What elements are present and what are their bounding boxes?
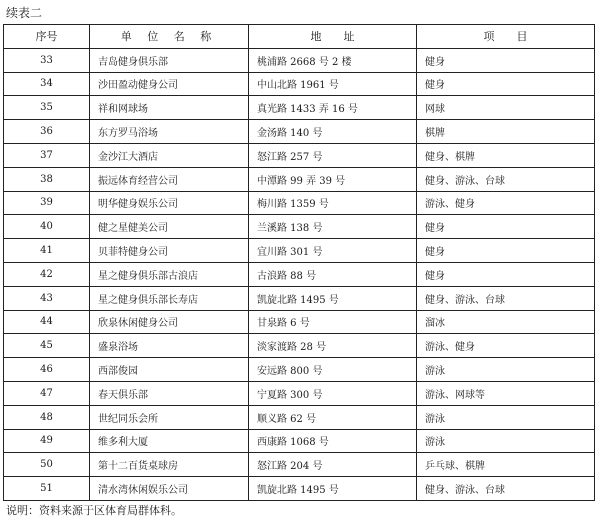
cell-name: 贝菲特健身公司	[90, 239, 249, 263]
table-row	[4, 429, 595, 453]
cell-name: 盛泉浴场	[90, 334, 249, 358]
table-row	[4, 477, 595, 501]
cell-name: 明华健身娱乐公司	[90, 191, 249, 215]
cell-no: 37	[4, 143, 90, 167]
cell-item: 游泳、健身	[417, 191, 595, 215]
cell-address: 怒江路 204 号	[249, 453, 417, 477]
cell-item: 健身、游泳、台球	[417, 167, 595, 191]
table-row	[4, 72, 595, 96]
cell-item: 游泳	[417, 358, 595, 382]
table-header-row	[4, 25, 595, 49]
cell-name: 吉岛健身俱乐部	[90, 48, 249, 72]
cell-no: 40	[4, 215, 90, 239]
cell-no: 49	[4, 429, 90, 453]
cell-address: 中山北路 1961 号	[249, 72, 417, 96]
cell-address: 甘泉路 6 号	[249, 310, 417, 334]
cell-item: 健身	[417, 239, 595, 263]
cell-no: 34	[4, 72, 90, 96]
cell-name: 维多利大厦	[90, 429, 249, 453]
cell-name: 第十二百货桌球房	[90, 453, 249, 477]
table-row	[4, 96, 595, 120]
cell-item: 游泳、网球等	[417, 381, 595, 405]
cell-name: 金沙江大酒店	[90, 143, 249, 167]
cell-no: 41	[4, 239, 90, 263]
cell-address: 怒江路 257 号	[249, 143, 417, 167]
cell-item: 健身	[417, 48, 595, 72]
cell-no: 39	[4, 191, 90, 215]
cell-name: 星之健身俱乐部长寿店	[90, 286, 249, 310]
cell-address: 真光路 1433 弄 16 号	[249, 96, 417, 120]
cell-item: 游泳	[417, 405, 595, 429]
cell-item: 健身、棋牌	[417, 143, 595, 167]
table-row	[4, 310, 595, 334]
cell-name: 星之健身俱乐部古浪店	[90, 262, 249, 286]
cell-item: 健身	[417, 72, 595, 96]
cell-no: 42	[4, 262, 90, 286]
table-row	[4, 120, 595, 144]
cell-address: 安远路 800 号	[249, 358, 417, 382]
header-item: 项 目	[417, 25, 595, 49]
cell-item: 溜冰	[417, 310, 595, 334]
cell-no: 44	[4, 310, 90, 334]
header-address: 地 址	[249, 25, 417, 49]
cell-address: 金汤路 140 号	[249, 120, 417, 144]
cell-address: 古浪路 88 号	[249, 262, 417, 286]
cell-item: 健身、游泳、台球	[417, 477, 595, 501]
cell-address: 凯旋北路 1495 号	[249, 286, 417, 310]
cell-no: 38	[4, 167, 90, 191]
cell-no: 51	[4, 477, 90, 501]
cell-name: 振远体育经营公司	[90, 167, 249, 191]
cell-item: 网球	[417, 96, 595, 120]
cell-item: 健身	[417, 215, 595, 239]
cell-item: 棋牌	[417, 120, 595, 144]
cell-name: 清水湾休闲娱乐公司	[90, 477, 249, 501]
header-name: 单 位 名 称	[90, 25, 249, 49]
table-row	[4, 239, 595, 263]
cell-no: 43	[4, 286, 90, 310]
source-note: 说明：资料来源于区体育局群体科。	[6, 504, 182, 517]
table-row	[4, 48, 595, 72]
cell-address: 兰溪路 138 号	[249, 215, 417, 239]
table-caption: 续表二	[6, 6, 43, 20]
table-row	[4, 358, 595, 382]
header-no: 序号	[4, 25, 90, 49]
table-row	[4, 262, 595, 286]
table-row	[4, 381, 595, 405]
cell-no: 36	[4, 120, 90, 144]
cell-address: 西康路 1068 号	[249, 429, 417, 453]
cell-address: 凯旋北路 1495 号	[249, 477, 417, 501]
cell-name: 春天俱乐部	[90, 381, 249, 405]
venue-table	[3, 24, 595, 501]
table-row	[4, 167, 595, 191]
cell-no: 47	[4, 381, 90, 405]
cell-name: 世纪同乐会所	[90, 405, 249, 429]
cell-address: 宜川路 301 号	[249, 239, 417, 263]
cell-address: 梅川路 1359 号	[249, 191, 417, 215]
cell-name: 祥和网球场	[90, 96, 249, 120]
table-row	[4, 405, 595, 429]
cell-no: 35	[4, 96, 90, 120]
cell-no: 46	[4, 358, 90, 382]
cell-item: 乒乓球、棋牌	[417, 453, 595, 477]
cell-item: 健身	[417, 262, 595, 286]
cell-name: 健之星健美公司	[90, 215, 249, 239]
cell-address: 桃浦路 2668 号 2 楼	[249, 48, 417, 72]
cell-name: 东方罗马浴场	[90, 120, 249, 144]
cell-name: 西部俊园	[90, 358, 249, 382]
table-row	[4, 286, 595, 310]
cell-address: 淡家渡路 28 号	[249, 334, 417, 358]
table-row	[4, 143, 595, 167]
cell-no: 50	[4, 453, 90, 477]
cell-address: 宁夏路 300 号	[249, 381, 417, 405]
cell-address: 顺义路 62 号	[249, 405, 417, 429]
cell-address: 中潭路 99 弄 39 号	[249, 167, 417, 191]
cell-no: 45	[4, 334, 90, 358]
table-row	[4, 334, 595, 358]
table-row	[4, 453, 595, 477]
cell-item: 游泳	[417, 429, 595, 453]
cell-no: 48	[4, 405, 90, 429]
cell-item: 健身、游泳、台球	[417, 286, 595, 310]
table-row	[4, 191, 595, 215]
table-row	[4, 215, 595, 239]
cell-name: 欣泉休闲健身公司	[90, 310, 249, 334]
cell-name: 沙田盈动健身公司	[90, 72, 249, 96]
cell-no: 33	[4, 48, 90, 72]
cell-item: 游泳、健身	[417, 334, 595, 358]
